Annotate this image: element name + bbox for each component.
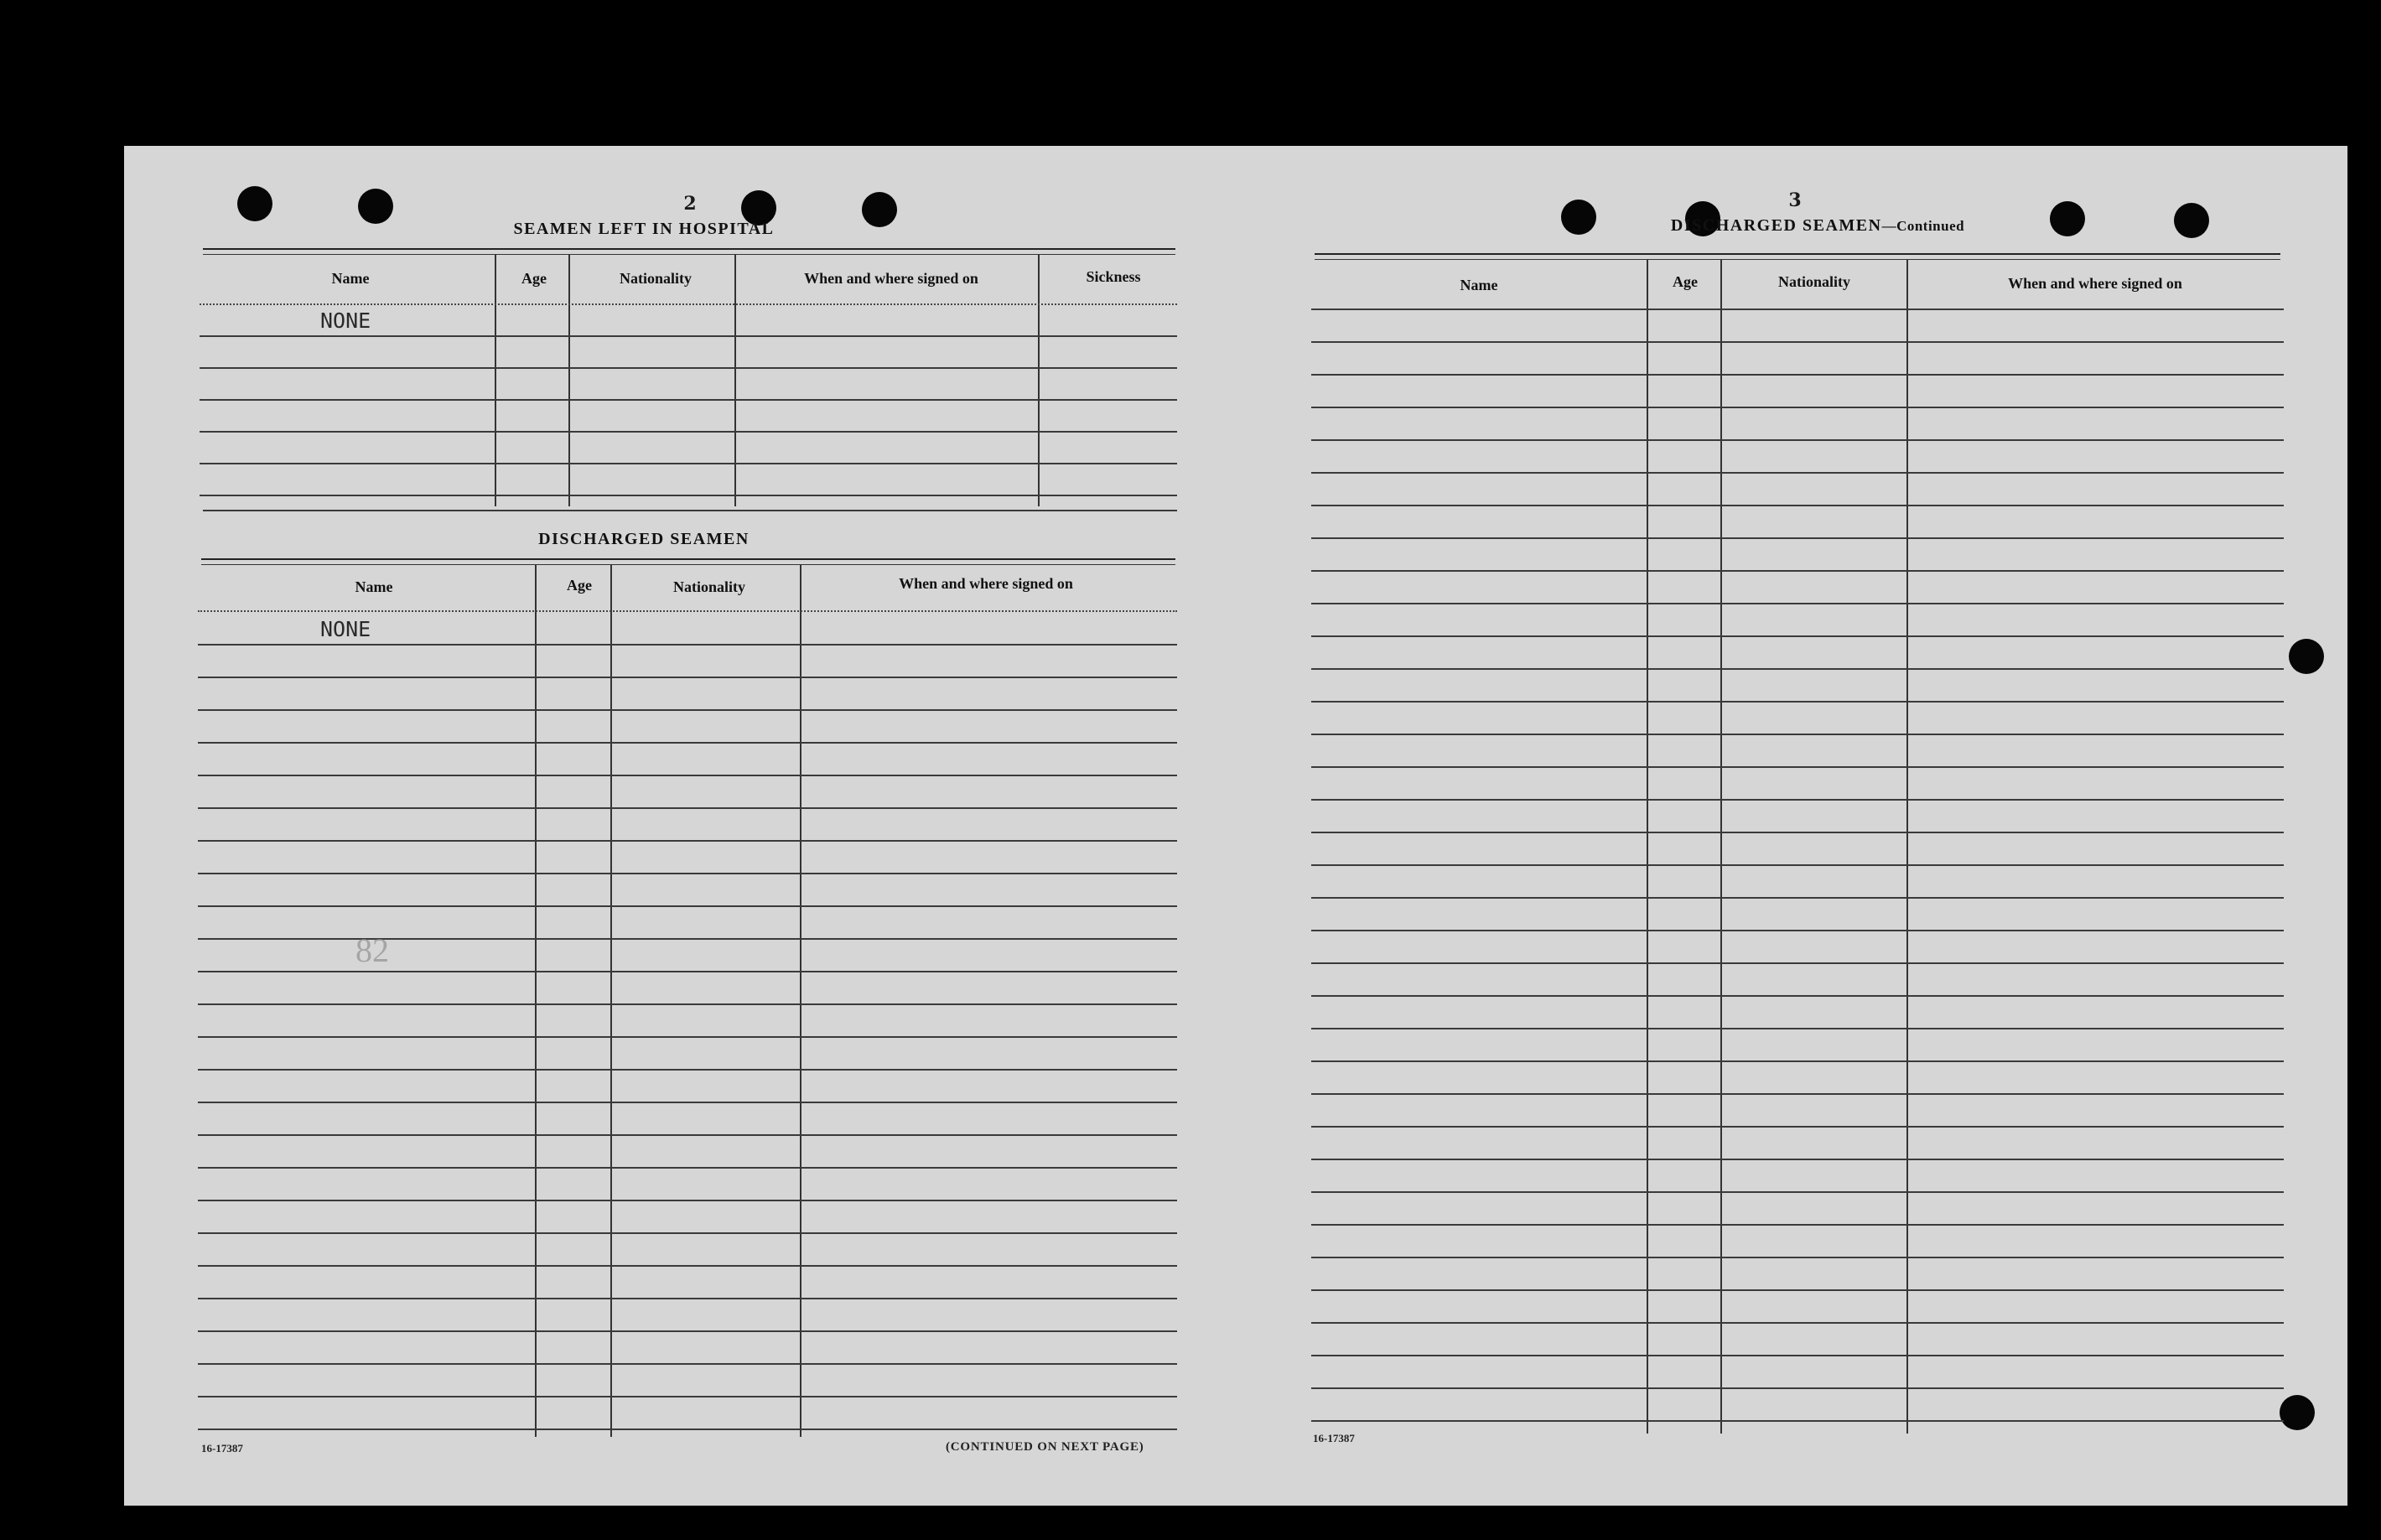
row-line [1311,734,2284,735]
discharged-section-title: DISCHARGED SEAMEN [538,530,750,548]
form-number-right: 16-17387 [1313,1432,1355,1444]
hospital-entry-none: NONE [320,309,371,333]
row-line [198,742,1177,744]
row-line [200,335,1177,337]
row-line [198,873,1177,874]
column-divider [610,565,612,1437]
row-line [200,367,1177,369]
column-header-name: Name [331,270,370,287]
row-line [1311,766,2284,768]
column-header-sickness: Sickness [1086,268,1141,285]
row-line [200,303,1177,305]
row-line [198,709,1177,711]
punch-hole [358,189,393,224]
row-line [198,1298,1177,1299]
row-line [1311,962,2284,964]
row-line [200,399,1177,401]
punch-hole [862,192,897,227]
row-line [1311,1159,2284,1160]
row-line [1311,668,2284,670]
row-line [198,1102,1177,1103]
row-line [1311,309,2284,310]
column-header-nationality: Nationality [672,578,745,595]
row-line [198,1167,1177,1169]
row-line [1311,1322,2284,1324]
column-divider [800,565,801,1437]
row-line [200,463,1177,464]
form-number-left: 16-17387 [201,1442,243,1454]
row-line [198,775,1177,776]
row-line [1311,864,2284,866]
row-line [1311,1420,2284,1422]
column-header-nationality: Nationality [1777,273,1850,290]
punch-hole [1561,200,1596,235]
row-line [198,905,1177,907]
row-line [1311,635,2284,637]
row-line [1311,1093,2284,1095]
row-line [1311,439,2284,441]
column-divider [495,255,496,506]
row-line [198,644,1177,646]
row-line [198,1429,1177,1430]
column-header-signed-on: When and where signed on [804,270,978,287]
column-header-signed-on: When and where signed on [899,575,1073,592]
faint-stamp: 82 [355,931,389,969]
row-line [1311,1060,2284,1062]
discharged-continued-table [1311,260,2284,1434]
row-line [198,1036,1177,1038]
row-line [1311,374,2284,376]
row-line [198,807,1177,809]
column-divider [1038,255,1040,506]
continued-note: (CONTINUED ON NEXT PAGE) [946,1440,1144,1454]
punch-hole [2280,1395,2315,1430]
ledger-sheet [124,146,2347,1506]
row-line [198,840,1177,842]
punch-hole [237,186,272,221]
column-divider [568,255,570,506]
column-header-age: Age [1673,273,1698,290]
row-line [1311,472,2284,474]
row-line [1311,1355,2284,1356]
row-line [1311,897,2284,899]
punch-hole [2289,639,2324,674]
double-rule [201,558,1175,560]
row-line [198,1396,1177,1397]
row-line [1311,1289,2284,1291]
row-line [1311,995,2284,997]
row-line [200,431,1177,433]
row-line [198,1232,1177,1234]
row-line [198,677,1177,678]
row-line [1311,570,2284,572]
row-line [1311,603,2284,604]
double-rule [1315,253,2280,255]
row-line [1311,537,2284,539]
column-header-name: Name [1460,277,1498,293]
row-line [1311,407,2284,408]
row-line [198,1265,1177,1267]
discharged-continued-title [1642,216,1994,236]
title-main: DISCHARGED SEAMEN [1670,216,1882,235]
row-line [198,1134,1177,1136]
row-line [1311,1224,2284,1226]
discharged-table [198,565,1177,1437]
row-line [198,1069,1177,1071]
row-line [1311,1126,2284,1128]
row-line [198,971,1177,972]
row-line [1311,505,2284,506]
row-line [198,610,1177,612]
hospital-section-title: SEAMEN LEFT IN HOSPITAL [513,220,775,238]
column-divider [734,255,736,506]
page-number-left: 2 [683,193,697,215]
row-line [1311,1191,2284,1193]
column-header-nationality: Nationality [619,270,692,287]
row-line [198,938,1177,940]
column-header-age: Age [521,270,547,287]
row-line [1311,1387,2284,1389]
punch-hole [2174,203,2209,238]
discharged-entry-none: NONE [320,617,371,641]
row-line [198,1330,1177,1332]
row-line [198,1200,1177,1201]
row-line [1311,799,2284,801]
row-line [1311,1257,2284,1258]
title-suffix: —Continued [1881,218,1965,234]
row-line [1311,930,2284,931]
double-rule [203,248,1175,250]
row-line [1311,341,2284,343]
row-line [1311,701,2284,703]
row-line [198,1363,1177,1365]
column-header-signed-on: When and where signed on [2008,275,2182,292]
column-header-age: Age [567,577,592,594]
punch-hole [2050,201,2085,236]
row-line [203,510,1177,511]
row-line [198,1003,1177,1005]
page-number-right: 3 [1788,189,1802,211]
row-line [1311,1028,2284,1029]
row-line [1311,832,2284,833]
column-header-name: Name [355,578,393,595]
row-line [200,495,1177,496]
column-divider [535,565,537,1437]
